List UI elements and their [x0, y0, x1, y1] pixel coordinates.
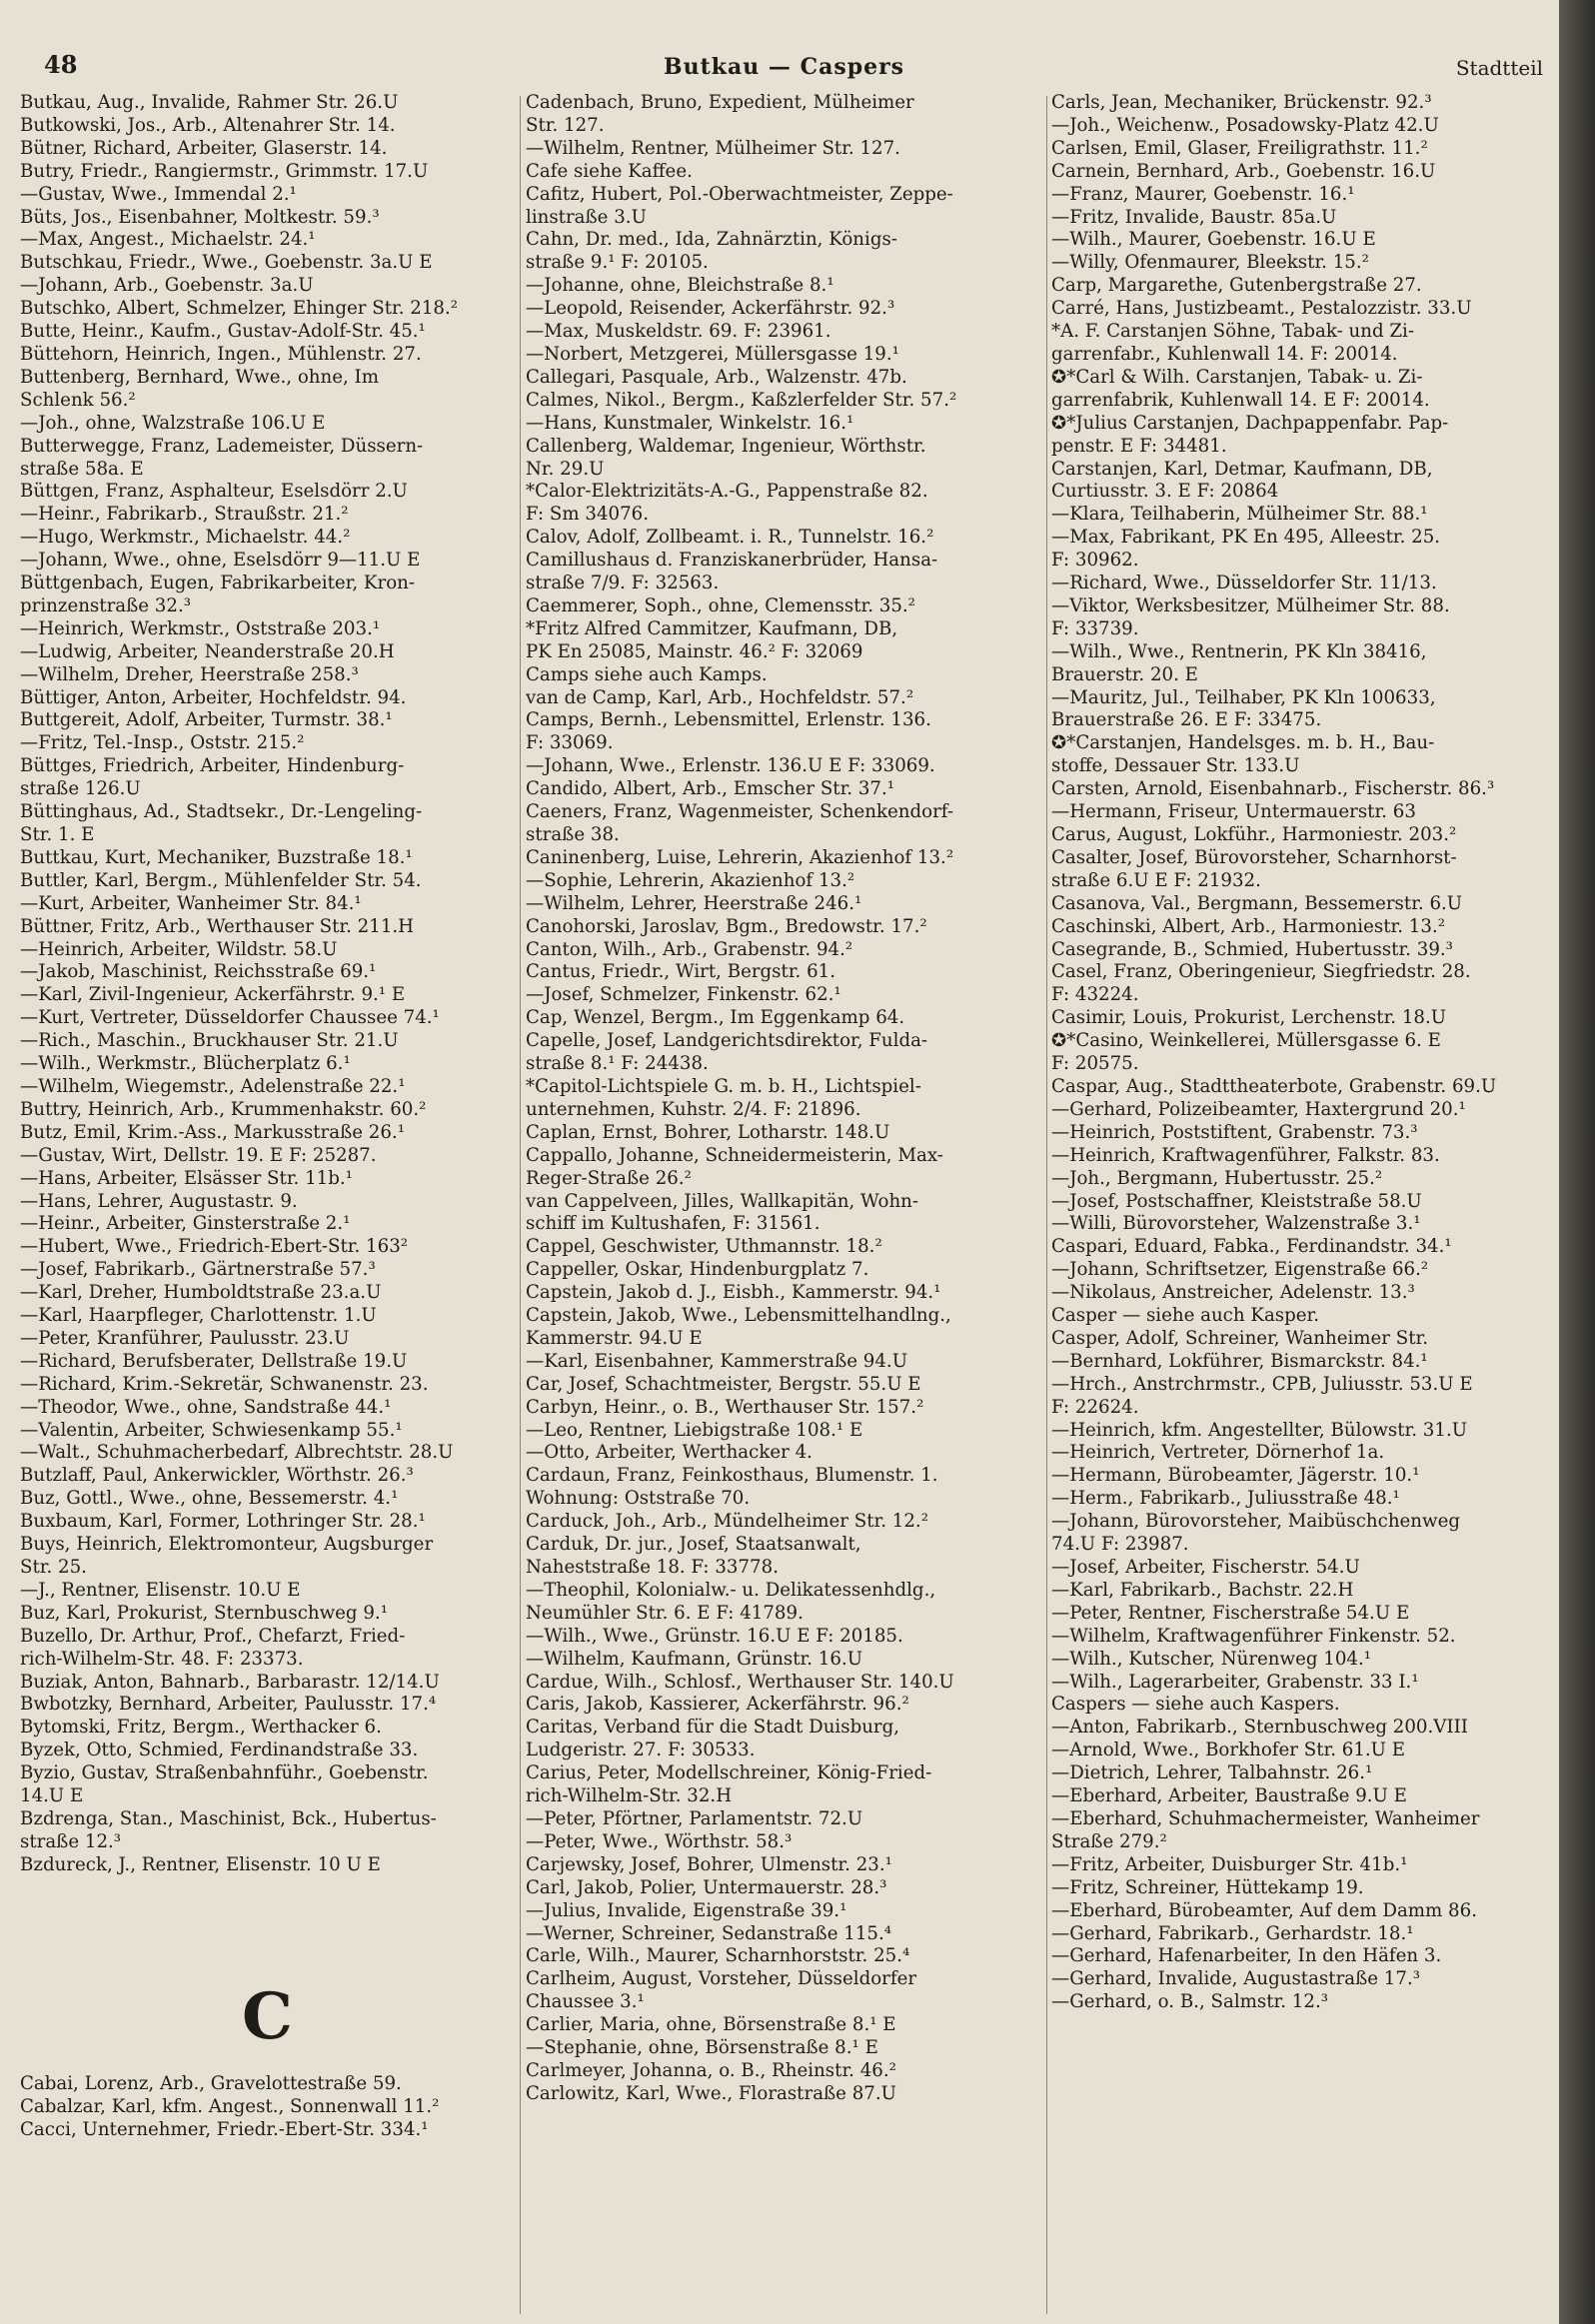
directory-entry: Brauerstraße 26. E F: 33475.	[1051, 709, 1322, 731]
directory-entry: Cantus, Friedr., Wirt, Bergstr. 61.	[526, 961, 836, 983]
directory-entry: Calov, Adolf, Zollbeamt. i. R., Tunnelstr. 16.²	[526, 527, 934, 549]
directory-entry: Carle, Wilh., Maurer, Scharnhorststr. 25.⁴	[526, 1945, 910, 1967]
directory-entry: Schlenk 56.²	[20, 389, 136, 411]
directory-entry: straße 12.³	[20, 1830, 122, 1852]
directory-entry: —Viktor, Werksbesitzer, Mülheimer Str. 88.	[1051, 594, 1450, 616]
directory-entry: Carbyn, Heinr., o. B., Werthauser Str. 157.²	[526, 1396, 924, 1418]
directory-entry: prinzenstraße 32.³	[20, 594, 192, 616]
directory-entry: —Walt., Schuhmacherbedarf, Albrechtstr. 28.U	[20, 1442, 454, 1464]
directory-entry: Carnein, Bernhard, Arb., Goebenstr. 16.U	[1051, 160, 1436, 182]
directory-entry: —Joh., ohne, Walzstraße 106.U E	[20, 412, 326, 434]
district-label: Stadtteil	[1455, 56, 1543, 80]
directory-entry: Curtiusstr. 3. E F: 20864	[1051, 481, 1279, 503]
directory-entry: Caschinski, Albert, Arb., Harmoniestr. 13.²	[1051, 915, 1445, 937]
directory-entry: —Eberhard, Schuhmachermeister, Wanheimer	[1051, 1807, 1480, 1829]
directory-entry: Carduk, Dr. jur., Josef, Staatsanwalt,	[526, 1534, 861, 1556]
directory-entry: —Wilhelm, Rentner, Mülheimer Str. 127.	[526, 137, 900, 159]
directory-entry: Cafe siehe Kaffee.	[526, 160, 693, 182]
directory-entry: —Wilh., Lagerarbeiter, Grabenstr. 33 I.¹	[1051, 1671, 1419, 1693]
directory-entry: —Heinr., Arbeiter, Ginsterstraße 2.¹	[20, 1213, 351, 1235]
directory-entry: Butzlaff, Paul, Ankerwickler, Wörthstr. 26.³	[20, 1465, 414, 1487]
directory-entry: stoffe, Dessauer Str. 133.U	[1051, 755, 1300, 777]
directory-entry: Byzek, Otto, Schmied, Ferdinandstraße 33.	[20, 1740, 419, 1761]
directory-entry: Caspar, Aug., Stadttheaterbote, Grabenstr. 69.U	[1051, 1075, 1497, 1097]
directory-entry: —Wilhelm, Kraftwagenführer Finkenstr. 52.	[1051, 1625, 1456, 1647]
directory-entry: Bytomski, Fritz, Bergm., Werthacker 6.	[20, 1717, 382, 1739]
directory-entry: Carlmeyer, Johanna, o. B., Rheinstr. 46.²	[526, 2059, 896, 2081]
directory-entry: Caris, Jakob, Kassierer, Ackerfährstr. 96.²	[526, 1694, 909, 1716]
directory-entry: —Josef, Schmelzer, Finkenstr. 62.¹	[526, 984, 841, 1006]
directory-entry: Str. 25.	[20, 1557, 87, 1578]
directory-entry: Caemmerer, Soph., ohne, Clemensstr. 35.²	[526, 594, 915, 616]
directory-entry: —Stephanie, ohne, Börsenstraße 8.¹ E	[526, 2037, 878, 2059]
directory-entry: —Eberhard, Arbeiter, Baustraße 9.U E	[1051, 1785, 1407, 1807]
directory-entry: Büttges, Friedrich, Arbeiter, Hindenburg-	[20, 755, 405, 777]
directory-entry: —Peter, Kranführer, Paulusstr. 23.U	[20, 1327, 350, 1349]
directory-entry: Caeners, Franz, Wagenmeister, Schenkendorf-	[526, 801, 954, 823]
directory-entry: *Fritz Alfred Cammitzer, Kaufmann, DB,	[526, 617, 898, 639]
directory-entry: —Gerhard, Hafenarbeiter, In den Häfen 3.	[1051, 1945, 1442, 1967]
directory-entry: Cacci, Unternehmer, Friedr.-Ebert-Str. 334.¹	[20, 2118, 429, 2140]
page-header	[44, 50, 1543, 88]
directory-entry: Buz, Karl, Prokurist, Sternbuschweg 9.¹	[20, 1602, 388, 1624]
directory-entry: F: Sm 34076.	[526, 504, 650, 526]
directory-entry: straße 58a. E	[20, 458, 144, 480]
directory-entry: Canohorski, Jaroslav, Bgm., Bredowstr. 17.²	[526, 915, 927, 937]
page-edge	[1559, 0, 1595, 2324]
directory-entry: Chaussee 3.¹	[526, 1991, 645, 2013]
directory-entry: —Wilhelm, Wiegemstr., Adelenstraße 22.¹	[20, 1075, 406, 1097]
directory-entry: Carstanjen, Karl, Detmar, Kaufmann, DB,	[1051, 458, 1433, 480]
directory-entry: Capstein, Jakob, Wwe., Lebensmittelhandlng.,	[526, 1305, 951, 1327]
directory-entry: Büttner, Fritz, Arb., Werthauser Str. 211.H	[20, 915, 415, 937]
directory-entry: Butschko, Albert, Schmelzer, Ehinger Str. 218.²	[20, 298, 459, 320]
directory-entry: —Heinrich, Poststiftent, Grabenstr. 73.³	[1051, 1121, 1418, 1143]
directory-entry: Butterwegge, Franz, Lademeister, Düssern-	[20, 435, 424, 457]
directory-entry: —Hans, Kunstmaler, Winkelstr. 16.¹	[526, 412, 854, 434]
directory-entry: —Max, Angest., Michaelstr. 24.¹	[20, 229, 316, 251]
directory-entry: Butkau, Aug., Invalide, Rahmer Str. 26.U	[20, 92, 399, 113]
directory-entry: Carsten, Arnold, Eisenbahnarb., Fischerstr. 86.³	[1051, 778, 1495, 800]
directory-entry: —Eberhard, Bürobeamter, Auf dem Damm 86.	[1051, 1899, 1477, 1921]
directory-entry: *Capitol-Lichtspiele G. m. b. H., Lichtspiel-	[526, 1075, 921, 1097]
directory-entry: Buttkau, Kurt, Mechaniker, Buzstraße 18.¹	[20, 846, 413, 868]
directory-entry: —Leo, Rentner, Liebigstraße 108.¹ E	[526, 1419, 863, 1441]
directory-entry: Cappeller, Oskar, Hindenburgplatz 7.	[526, 1259, 869, 1281]
directory-entry: van Cappelveen, Jilles, Wallkapitän, Wohn-	[526, 1190, 919, 1212]
directory-entry: —Richard, Wwe., Düsseldorfer Str. 11/13.	[1051, 573, 1437, 594]
directory-entry: straße 9.¹ F: 20105.	[526, 252, 709, 274]
directory-entry: Cap, Wenzel, Bergm., Im Eggenkamp 64.	[526, 1007, 905, 1029]
page-title: Butkau — Caspers	[664, 54, 905, 80]
directory-entry: Cappallo, Johanne, Schneidermeisterin, Max-	[526, 1144, 943, 1166]
column-divider	[520, 96, 521, 2314]
directory-entry: Bzdrenga, Stan., Maschinist, Bck., Hubertus-	[20, 1807, 437, 1829]
entry-list	[1051, 92, 1551, 2014]
directory-entry: Nr. 29.U	[526, 458, 605, 480]
directory-entry: —Wilh., Werkmstr., Blücherplatz 6.¹	[20, 1053, 351, 1075]
directory-entry: —Gustav, Wwe., Immendal 2.¹	[20, 183, 297, 205]
directory-entry: Carduck, Joh., Arb., Mündelheimer Str. 12.²	[526, 1511, 928, 1533]
directory-entry: —Franz, Maurer, Goebenstr. 16.¹	[1051, 183, 1355, 205]
directory-entry: —Karl, Haarpfleger, Charlottenstr. 1.U	[20, 1305, 377, 1327]
directory-entry: Cabalzar, Karl, kfm. Angest., Sonnenwall 11.²	[20, 2095, 440, 2117]
directory-entry: Casegrande, B., Schmied, Hubertusstr. 39.³	[1051, 938, 1453, 960]
directory-entry: —Josef, Fabrikarb., Gärtnerstraße 57.³	[20, 1259, 376, 1281]
directory-entry: —Hugo, Werkmstr., Michaelstr. 44.²	[20, 527, 351, 549]
directory-entry: F: 43224.	[1051, 984, 1139, 1006]
directory-entry: Kammerstr. 94.U E	[526, 1327, 703, 1349]
directory-entry: —Hans, Arbeiter, Elsässer Str. 11b.¹	[20, 1167, 353, 1189]
directory-entry: —Hans, Lehrer, Augustastr. 9.	[20, 1190, 298, 1212]
directory-entry: Bütner, Richard, Arbeiter, Glaserstr. 14.	[20, 137, 388, 159]
directory-entry: Carlheim, August, Vorsteher, Düsseldorfer	[526, 1968, 917, 1990]
directory-entry: —Kurt, Arbeiter, Wanheimer Str. 84.¹	[20, 892, 362, 914]
directory-entry: Cappel, Geschwister, Uthmannstr. 18.²	[526, 1236, 882, 1258]
directory-entry: Buttgereit, Adolf, Arbeiter, Turmstr. 38.¹	[20, 709, 393, 731]
directory-entry: Cabai, Lorenz, Arb., Gravelottestraße 59.	[20, 2072, 402, 2094]
directory-entry: Carls, Jean, Mechaniker, Brückenstr. 92.³	[1051, 92, 1432, 113]
directory-entry: Carus, August, Lokführ., Harmoniestr. 203.²	[1051, 824, 1457, 845]
directory-entry: straße 126.U	[20, 778, 141, 800]
directory-entry: —Hermann, Friseur, Untermauerstr. 63	[1051, 801, 1416, 823]
directory-entry: Buttenberg, Bernhard, Wwe., ohne, Im	[20, 366, 379, 388]
directory-entry: Cafitz, Hubert, Pol.-Oberwachtmeister, Zeppe-	[526, 183, 953, 205]
directory-entry: Butte, Heinr., Kaufm., Gustav-Adolf-Str. 45.¹	[20, 321, 426, 343]
directory-entry: —Johann, Schriftsetzer, Eigenstraße 66.²	[1051, 1259, 1429, 1281]
entry-list	[20, 2073, 515, 2142]
directory-entry: Ludgeristr. 27. F: 30533.	[526, 1740, 756, 1761]
directory-entry: —Hubert, Wwe., Friedrich-Ebert-Str. 163²	[20, 1236, 409, 1258]
directory-entry: Bwbotzky, Bernhard, Arbeiter, Paulusstr. 17.⁴	[20, 1694, 437, 1716]
directory-entry: —Richard, Berufsberater, Dellstraße 19.U	[20, 1350, 408, 1372]
directory-entry: Büttgen, Franz, Asphalteur, Eselsdörr 2.U	[20, 481, 408, 503]
directory-entry: penstr. E F: 34481.	[1051, 435, 1227, 457]
directory-entry: —Johann, Bürovorsteher, Maibüschchenweg	[1051, 1511, 1460, 1533]
directory-entry: —Norbert, Metzgerei, Müllersgasse 19.¹	[526, 343, 899, 365]
directory-entry: *Calor-Elektrizitäts-A.-G., Pappenstraße 82.	[526, 481, 928, 503]
directory-entry: Carlowitz, Karl, Wwe., Florastraße 87.U	[526, 2082, 896, 2104]
directory-entry: —Theophil, Kolonialw.- u. Delikatessenhdlg.,	[526, 1579, 936, 1601]
directory-entry: Buziak, Anton, Bahnarb., Barbarastr. 12/14.U	[20, 1671, 440, 1693]
directory-entry: —Jakob, Maschinist, Reichsstraße 69.¹	[20, 961, 377, 983]
directory-entry: —Wilh., Maurer, Goebenstr. 16.U E	[1051, 229, 1376, 251]
directory-entry: —Fritz, Schreiner, Hüttekamp 19.	[1051, 1876, 1364, 1898]
directory-entry: Büttehorn, Heinrich, Ingen., Mühlenstr. 27.	[20, 343, 422, 365]
directory-entry: F: 22624.	[1051, 1396, 1139, 1418]
directory-entry: —Fritz, Arbeiter, Duisburger Str. 41b.¹	[1051, 1853, 1408, 1875]
directory-entry: Capelle, Josef, Landgerichtsdirektor, Fulda-	[526, 1030, 928, 1052]
directory-entry: Str. 1. E	[20, 824, 95, 845]
directory-entry: Butz, Emil, Krim.-Ass., Markusstraße 26.¹	[20, 1121, 405, 1143]
directory-entry: Carjewsky, Josef, Bohrer, Ulmenstr. 23.¹	[526, 1853, 892, 1875]
directory-entry: —Wilh., Kutscher, Nürenweg 104.¹	[1051, 1648, 1372, 1670]
directory-entry: —Wilhelm, Dreher, Heerstraße 258.³	[20, 663, 359, 685]
directory-entry: —Fritz, Invalide, Baustr. 85a.U	[1051, 206, 1337, 228]
directory-entry: —Rich., Maschin., Bruckhauser Str. 21.U	[20, 1030, 399, 1052]
directory-entry: Caspers — siehe auch Kaspers.	[1051, 1694, 1340, 1716]
directory-entry: Str. 127.	[526, 114, 605, 136]
directory-entry: unternehmen, Kuhstr. 2/4. F: 21896.	[526, 1098, 861, 1120]
directory-entry: —Julius, Invalide, Eigenstraße 39.¹	[526, 1899, 847, 1921]
directory-entry: —Anton, Fabrikarb., Sternbuschweg 200.VIII	[1051, 1717, 1468, 1739]
directory-entry: Callegari, Pasquale, Arb., Walzenstr. 47b.	[526, 366, 907, 388]
directory-entry: Casper, Adolf, Schreiner, Wanheimer Str.	[1051, 1327, 1429, 1349]
directory-entry: —Werner, Schreiner, Sedanstraße 115.⁴	[526, 1922, 892, 1944]
column-1	[20, 92, 515, 2141]
directory-entry: —Mauritz, Jul., Teilhaber, PK Kln 100633,	[1051, 686, 1436, 708]
directory-entry: Camps siehe auch Kamps.	[526, 663, 768, 685]
directory-entry: Buys, Heinrich, Elektromonteur, Augsburger	[20, 1534, 434, 1556]
directory-entry: —Kurt, Vertreter, Düsseldorfer Chaussee 74.¹	[20, 1007, 440, 1029]
directory-entry: —Karl, Eisenbahner, Kammerstraße 94.U	[526, 1350, 908, 1372]
directory-entry: —Gerhard, Fabrikarb., Gerhardstr. 18.¹	[1051, 1922, 1414, 1944]
directory-entry: —Bernhard, Lokführer, Bismarckstr. 84.¹	[1051, 1350, 1428, 1372]
directory-entry: linstraße 3.U	[526, 206, 647, 228]
directory-entry: Büttiger, Anton, Arbeiter, Hochfeldstr. 94.	[20, 686, 407, 708]
directory-entry: Casanova, Val., Bergmann, Bessemerstr. 6.U	[1051, 892, 1463, 914]
directory-entry: —Karl, Zivil-Ingenieur, Ackerfährstr. 9.¹ E	[20, 984, 406, 1006]
directory-entry: —Johann, Arb., Goebenstr. 3a.U	[20, 275, 314, 297]
directory-entry: PK En 25085, Mainstr. 46.² F: 32069	[526, 640, 863, 662]
directory-entry: —Herm., Fabrikarb., Juliusstraße 48.¹	[1051, 1488, 1400, 1510]
directory-entry: —Nikolaus, Anstreicher, Adelenstr. 13.³	[1051, 1282, 1415, 1304]
directory-entry: Cahn, Dr. med., Ida, Zahnärztin, Königs-	[526, 229, 897, 251]
directory-entry: —Gustav, Wirt, Dellstr. 19. E F: 25287.	[20, 1144, 377, 1166]
directory-entry: F: 30962.	[1051, 550, 1139, 572]
directory-entry: —J., Rentner, Elisenstr. 10.U E	[20, 1579, 301, 1601]
directory-entry: ✪*Carl & Wilh. Carstanjen, Tabak- u. Zi-	[1051, 366, 1423, 388]
directory-entry: —Johanne, ohne, Bleichstraße 8.¹	[526, 275, 834, 297]
directory-entry: Camillushaus d. Franziskanerbrüder, Hansa-	[526, 550, 938, 572]
directory-entry: —Peter, Rentner, Fischerstraße 54.U E	[1051, 1602, 1410, 1624]
directory-entry: Straße 279.²	[1051, 1830, 1167, 1852]
directory-entry: Caritas, Verband für die Stadt Duisburg,	[526, 1717, 900, 1739]
directory-entry: —Heinr., Fabrikarb., Straußstr. 21.²	[20, 504, 349, 526]
directory-entry: —Valentin, Arbeiter, Schwiesenkamp 55.¹	[20, 1419, 403, 1441]
directory-entry: Carp, Margarethe, Gutenbergstraße 27.	[1051, 275, 1422, 297]
directory-entry: —Klara, Teilhaberin, Mülheimer Str. 88.¹	[1051, 504, 1428, 526]
directory-entry: —Max, Fabrikant, PK En 495, Alleestr. 25.	[1051, 527, 1441, 549]
directory-entry: —Gerhard, Polizeibeamter, Haxtergrund 20.¹	[1051, 1098, 1466, 1120]
column-2	[526, 92, 1045, 2106]
directory-entry: van de Camp, Karl, Arb., Hochfeldstr. 57.²	[526, 686, 914, 708]
directory-entry: —Karl, Fabrikarb., Bachstr. 22.H	[1051, 1579, 1354, 1601]
directory-entry: Neumühler Str. 6. E F: 41789.	[526, 1602, 803, 1624]
directory-entry: Capstein, Jakob d. J., Eisbh., Kammerstr. 94.¹	[526, 1282, 941, 1304]
directory-entry: Casimir, Louis, Prokurist, Lerchenstr. 18.U	[1051, 1007, 1447, 1029]
directory-entry: Casel, Franz, Oberingenieur, Siegfriedstr. 28.	[1051, 961, 1471, 983]
directory-entry: —Joh., Weichenw., Posadowsky-Platz 42.U	[1051, 114, 1439, 136]
directory-entry: —Karl, Dreher, Humboldtstraße 23.a.U	[20, 1282, 382, 1304]
directory-entry: straße 8.¹ F: 24438.	[526, 1053, 709, 1075]
directory-entry: Candido, Albert, Arb., Emscher Str. 37.¹	[526, 778, 895, 800]
directory-entry: Caplan, Ernst, Bohrer, Lotharstr. 148.U	[526, 1121, 890, 1143]
directory-entry: Callenberg, Waldemar, Ingenieur, Wörthstr.	[526, 435, 926, 457]
directory-entry: —Wilhelm, Kaufmann, Grünstr. 16.U	[526, 1648, 863, 1670]
directory-entry: —Willy, Ofenmaurer, Bleekstr. 15.²	[1051, 252, 1369, 274]
directory-entry: Caspari, Eduard, Fabka., Ferdinandstr. 34.¹	[1051, 1236, 1452, 1258]
directory-entry: Brauerstr. 20. E	[1051, 663, 1198, 685]
directory-entry: Buttler, Karl, Bergm., Mühlenfelder Str. 54.	[20, 869, 422, 891]
directory-entry: Byzio, Gustav, Straßenbahnführ., Goebenstr.	[20, 1762, 429, 1784]
directory-entry: —Wilhelm, Lehrer, Heerstraße 246.¹	[526, 892, 862, 914]
directory-entry: —Joh., Bergmann, Hubertusstr. 25.²	[1051, 1167, 1383, 1189]
directory-entry: ✪*Casino, Weinkellerei, Müllersgasse 6. E	[1051, 1030, 1441, 1052]
directory-entry: F: 33069.	[526, 732, 614, 754]
directory-entry: rich-Wilhelm-Str. 32.H	[526, 1785, 733, 1807]
directory-entry: —Gerhard, Invalide, Augustastraße 17.³	[1051, 1968, 1421, 1990]
directory-entry: Casper — siehe auch Kasper.	[1051, 1305, 1319, 1327]
directory-entry: Carlsen, Emil, Glaser, Freiligrathstr. 11.²	[1051, 137, 1428, 159]
directory-entry: —Hrch., Anstrchrmstr., CPB, Juliusstr. 53.U E	[1051, 1373, 1473, 1395]
directory-entry: —Wilh., Wwe., Grünstr. 16.U E F: 20185.	[526, 1625, 903, 1647]
directory-entry: 14.U E	[20, 1785, 84, 1807]
column-3	[1051, 92, 1551, 2014]
directory-entry: Buz, Gottl., Wwe., ohne, Bessemerstr. 4.¹	[20, 1488, 399, 1510]
section-letter: C	[242, 1978, 293, 2054]
directory-entry: Cardue, Wilh., Schlosf., Werthauser Str. 140.U	[526, 1671, 954, 1693]
directory-entry: Casalter, Josef, Bürovorsteher, Scharnhorst-	[1051, 846, 1457, 868]
directory-entry: ✪*Julius Carstanjen, Dachpappenfabr. Pap-	[1051, 412, 1449, 434]
directory-entry: —Peter, Pförtner, Parlamentstr. 72.U	[526, 1807, 863, 1829]
directory-entry: rich-Wilhelm-Str. 48. F: 23373.	[20, 1648, 304, 1670]
directory-entry: —Willi, Bürovorsteher, Walzenstraße 3.¹	[1051, 1213, 1421, 1235]
directory-entry: F: 20575.	[1051, 1053, 1139, 1075]
directory-entry: —Arnold, Wwe., Borkhofer Str. 61.U E	[1051, 1740, 1406, 1761]
directory-entry: F: 33739.	[1051, 617, 1139, 639]
directory-entry: —Otto, Arbeiter, Werthacker 4.	[526, 1442, 812, 1464]
directory-entry: straße 6.U E F: 21932.	[1051, 869, 1261, 891]
directory-entry: —Ludwig, Arbeiter, Neanderstraße 20.H	[20, 640, 395, 662]
directory-entry: straße 38.	[526, 824, 620, 845]
directory-entry: straße 7/9. F: 32563.	[526, 573, 720, 594]
directory-entry: —Wilh., Wwe., Rentnerin, PK Kln 38416,	[1051, 640, 1427, 662]
directory-entry: garrenfabrik, Kuhlenwall 14. E F: 20014.	[1051, 389, 1430, 411]
column-divider	[1046, 96, 1047, 2314]
directory-entry: Butschkau, Friedr., Wwe., Goebenstr. 3a.U E	[20, 252, 433, 274]
directory-entry: —Peter, Wwe., Wörthstr. 58.³	[526, 1830, 793, 1852]
entry-list	[526, 92, 1045, 2106]
directory-entry: garrenfabr., Kuhlenwall 14. F: 20014.	[1051, 343, 1398, 365]
directory-entry: Naheststraße 18. F: 33778.	[526, 1557, 779, 1578]
directory-entry: Buzello, Dr. Arthur, Prof., Chefarzt, Fried-	[20, 1625, 406, 1647]
directory-entry: Buttry, Heinrich, Arb., Krummenhakstr. 60.²	[20, 1098, 427, 1120]
directory-entry: Calmes, Nikol., Bergm., Kaßzlerfelder Str. 57.²	[526, 389, 957, 411]
directory-entry: —Josef, Arbeiter, Fischerstr. 54.U	[1051, 1557, 1360, 1578]
directory-entry: —Heinrich, Arbeiter, Wildstr. 58.U	[20, 938, 338, 960]
directory-entry: Carl, Jakob, Polier, Untermauerstr. 28.³	[526, 1876, 887, 1898]
directory-entry: Camps, Bernh., Lebensmittel, Erlenstr. 136.	[526, 709, 931, 731]
directory-entry: Butry, Friedr., Rangiermstr., Grimmstr. 17.U	[20, 160, 429, 182]
directory-entry: —Heinrich, Werkmstr., Oststraße 203.¹	[20, 617, 381, 639]
directory-entry: —Heinrich, Kraftwagenführer, Falkstr. 83.	[1051, 1144, 1440, 1166]
directory-entry: *A. F. Carstanjen Söhne, Tabak- und Zi-	[1051, 321, 1414, 343]
directory-entry: Büttgenbach, Eugen, Fabrikarbeiter, Kron-	[20, 573, 416, 594]
directory-entry: Wohnung: Oststraße 70.	[526, 1488, 751, 1510]
directory-entry: Reger-Straße 26.²	[526, 1167, 692, 1189]
directory-entry: —Fritz, Tel.-Insp., Oststr. 215.²	[20, 732, 305, 754]
directory-entry: Carré, Hans, Justizbeamt., Pestalozzistr. 33.U	[1051, 298, 1472, 320]
directory-entry: —Theodor, Wwe., ohne, Sandstraße 44.¹	[20, 1396, 392, 1418]
directory-entry: —Johann, Wwe., ohne, Eselsdörr 9—11.U E	[20, 550, 421, 572]
directory-entry: —Josef, Postschaffner, Kleiststraße 58.U	[1051, 1190, 1422, 1212]
directory-entry: 74.U F: 23987.	[1051, 1534, 1189, 1556]
directory-entry: —Max, Muskeldstr. 69. F: 23961.	[526, 321, 831, 343]
directory-entry: —Heinrich, Vertreter, Dörnerhof 1a.	[1051, 1442, 1385, 1464]
directory-entry: Bzdureck, J., Rentner, Elisenstr. 10 U E	[20, 1853, 381, 1875]
directory-entry: Büttinghaus, Ad., Stadtsekr., Dr.-Lengeling-	[20, 801, 423, 823]
directory-entry: —Dietrich, Lehrer, Talbahnstr. 26.¹	[1051, 1762, 1373, 1784]
directory-entry: —Heinrich, kfm. Angestellter, Bülowstr. 31.U	[1051, 1419, 1468, 1441]
entry-list	[20, 92, 515, 1877]
directory-entry: Cardaun, Franz, Feinkosthaus, Blumenstr. 1.	[526, 1465, 938, 1487]
directory-entry: Carlier, Maria, ohne, Börsenstraße 8.¹ E	[526, 2014, 896, 2036]
directory-entry: Cadenbach, Bruno, Expedient, Mülheimer	[526, 92, 914, 113]
page-number: 48	[44, 50, 78, 79]
directory-entry: —Sophie, Lehrerin, Akazienhof 13.²	[526, 869, 855, 891]
directory-entry: Car, Josef, Schachtmeister, Bergstr. 55.U E	[526, 1373, 921, 1395]
directory-entry: schiff im Kultushafen, F: 31561.	[526, 1213, 820, 1235]
directory-entry: —Gerhard, o. B., Salmstr. 12.³	[1051, 1991, 1329, 2013]
directory-entry: —Leopold, Reisender, Ackerfährstr. 92.³	[526, 298, 895, 320]
directory-entry: Canton, Wilh., Arb., Grabenstr. 94.²	[526, 938, 853, 960]
directory-entry: —Richard, Krim.-Sekretär, Schwanenstr. 23.	[20, 1373, 429, 1395]
directory-entry: Buxbaum, Karl, Former, Lothringer Str. 28.¹	[20, 1511, 426, 1533]
directory-entry: Caninenberg, Luise, Lehrerin, Akazienhof 13.²	[526, 846, 954, 868]
directory-entry: Büts, Jos., Eisenbahner, Moltkestr. 59.³	[20, 206, 380, 228]
directory-entry: —Hermann, Bürobeamter, Jägerstr. 10.¹	[1051, 1465, 1420, 1487]
directory-entry: Butkowski, Jos., Arb., Altenahrer Str. 14.	[20, 114, 396, 136]
directory-entry: —Johann, Wwe., Erlenstr. 136.U E F: 33069.	[526, 755, 935, 777]
directory-entry: Carius, Peter, Modellschreiner, König-Fried-	[526, 1762, 932, 1784]
directory-entry: ✪*Carstanjen, Handelsges. m. b. H., Bau-	[1051, 732, 1435, 754]
